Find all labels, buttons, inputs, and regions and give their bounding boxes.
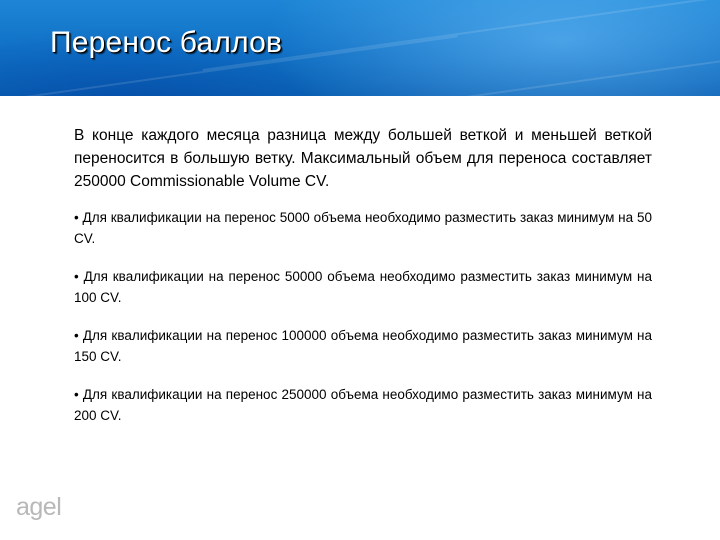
bullet-item: • Для квалификации на перенос 100000 объема необходимо разместить заказ минимум на 150 CV.: [74, 328, 652, 364]
header-banner: [0, 0, 720, 96]
logo-wordmark: agel: [16, 493, 62, 521]
slide-body: [74, 124, 652, 443]
banner-streak: [382, 52, 720, 96]
bullet-item: • Для квалификации на перенос 50000 объема необходимо разместить заказ минимум на 100 CV.: [74, 269, 652, 305]
bullet-item: • Для квалификации на перенос 250000 объема необходимо разместить заказ минимум на 200 CV.: [74, 387, 652, 423]
bullet-item: • Для квалификации на перенос 5000 объема необходимо разместить заказ минимум на 50 CV.: [74, 210, 652, 246]
agel-logo: [16, 493, 76, 523]
intro-paragraph: В конце каждого месяца разница между большей веткой и меньшей веткой переносится в большую ветку. Максимальный объем для переноса составляет 250000 Commissionable Volume CV.: [74, 127, 652, 190]
slide-title: Перенос баллов: [50, 26, 283, 59]
